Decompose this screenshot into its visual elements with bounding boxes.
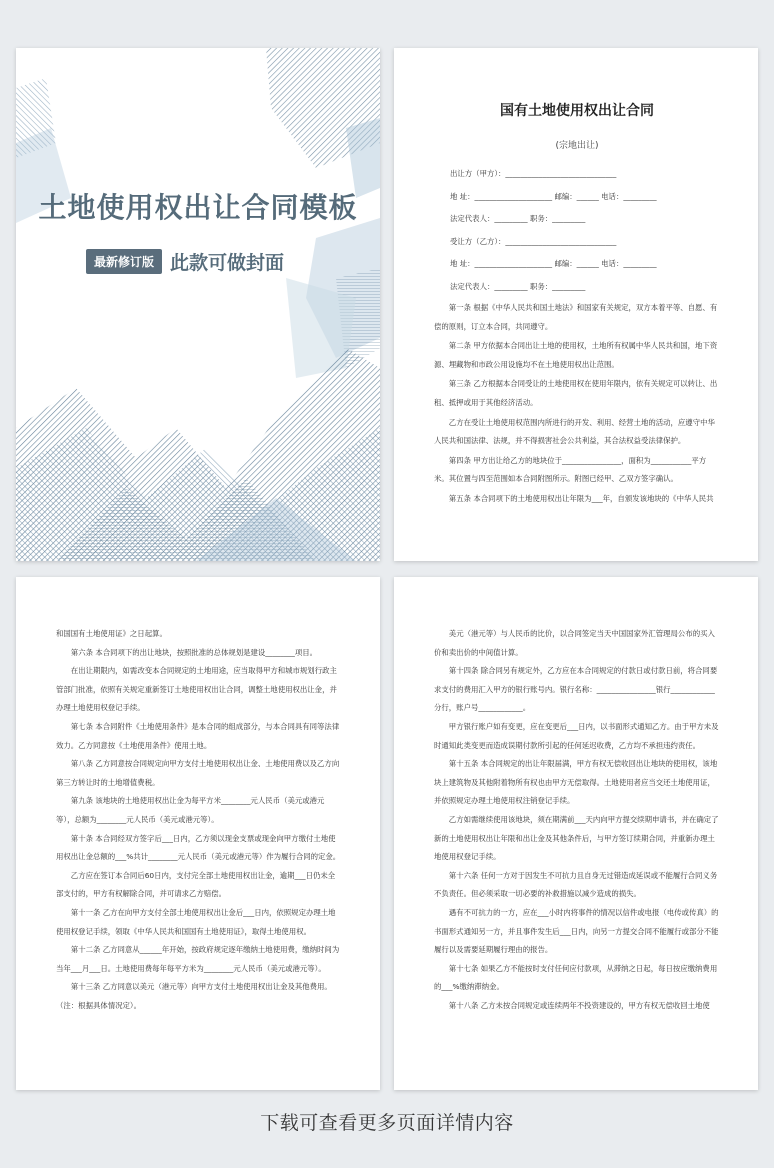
party-field: 法定代表人：_________ 职务：_________	[450, 281, 586, 291]
contract-page-2	[16, 577, 380, 1090]
page-1-content	[434, 100, 720, 509]
clause-paragraph: 第九条 该地块的土地使用权出让金为每平方米________元人民币（美元或港元等），总额为________元人民币（美元或港元等）。	[56, 796, 325, 824]
clause-paragraph: 遇有不可抗力的一方，应在___小时内将事件的情况以信件或电报（电传或传真）的书面形式通知另一方，并且事件发生后___日内，向另一方提交合同不能履行或部分不能履行以及需要延期履行理由的报告。	[434, 907, 719, 955]
cover-geometric-pattern	[16, 48, 380, 561]
clause-paragraph: 第十四条 除合同另有规定外，乙方应在本合同规定的付款日或付款日前，将合同要求支付的费用汇入甲方的银行账号内。银行名称：________________银行____________分行，账户号____________。	[434, 666, 718, 713]
clause-paragraph: 在出让期限内，如需改变本合同规定的土地用途，应当取得甲方和城市规划行政主管部门批准，依照有关规定重新签订土地使用权出让合同，调整土地使用权出让金，并办理土地使用权登记手续。	[56, 666, 337, 713]
download-caption: 下载可查看更多页面详情内容	[260, 1112, 514, 1134]
clause-paragraph: 甲方银行账户如有变更，应在变更后___日内，以书面形式通知乙方。由于甲方未及时通知此类变更而造成误期付款所引起的任何延迟收费，乙方均不承担违约责任。	[434, 721, 719, 750]
clause-paragraph: 第十五条 本合同规定的出让年限届满，甲方有权无偿收回出让地块的使用权，该地块上建筑物及其他附着物所有权也由甲方无偿取得。土地使用者应当交还土地使用证，并依照规定办理土地使用权注销登记手续。	[434, 759, 718, 806]
clause-paragraph: 第七条 本合同附件《土地使用条件》是本合同的组成部分，与本合同具有同等法律效力。乙方同意按《土地使用条件》使用土地。	[56, 721, 340, 750]
clause-paragraph: 美元（港元等）与人民币的比价，以合同签定当天中国国家外汇管理局公布的买入价和卖出价的中间值计算。	[434, 629, 715, 657]
contract-subtitle: (宗地出让)	[555, 141, 599, 151]
clause-paragraph: 乙方如需继续使用该地块，须在期满前___天内向甲方提交续期申请书，并在确定了新的土地使用权出让年限和出让金及其他条件后，与甲方签订续期合同，并重新办理土地使用权登记手续。	[434, 814, 719, 862]
clause-paragraph: 第五条 本合同项下的土地使用权出让年限为___年，自颁发该地块的《中华人民共	[448, 493, 714, 503]
contract-page-1	[394, 48, 758, 561]
clause-paragraph: 乙方在受让土地使用权范围内所进行的开发、利用、经营土地的活动，应遵守中华人民共和国法律、法规，并不得损害社会公共利益，其合法权益受法律保护。	[434, 417, 715, 446]
party-field: 受让方（乙方）：______________________________	[450, 236, 617, 246]
continued-text: 和国国有土地使用证》之日起算。	[56, 629, 167, 638]
clause-paragraph: 第一条 根据《中华人民共和国土地法》和国家有关规定，双方本着平等、自愿、有偿的原则，订立本合同，共同遵守。	[434, 303, 718, 331]
clause-paragraph: 第十八条 乙方未按合同规定或连续两年不投资建设的，甲方有权无偿收回土地使	[448, 1000, 710, 1010]
clause-paragraph: 第十一条 乙方在向甲方支付全部土地使用权出让金后___日内，依照规定办理土地使用权登记手续，领取《中华人民共和国国有土地使用证》，取得土地使用权。	[56, 907, 336, 936]
revision-badge: 最新修订版	[86, 249, 162, 274]
clause-paragraph: 第十条 本合同经双方签字后___日内，乙方须以现金支票或现金向甲方缴付土地使用权出让金总额的___%共计________元人民币（美元或港元等）作为履行合同的定金。	[56, 833, 341, 862]
cover-subtitle-row	[86, 248, 284, 275]
party-field: 地 址：_____________________ 邮编：______ 电话：_________	[450, 259, 657, 268]
clause-paragraph: 第八条 乙方同意按合同规定向甲方支付土地使用权出让金、土地使用费以及乙方向第三方转让时的土地增值费税。	[56, 759, 340, 787]
party-field: 地 址：_____________________ 邮编：______ 电话：_________	[450, 191, 657, 201]
cover-subtitle: 此款可做封面	[170, 252, 285, 274]
clause-paragraph: 第十六条 任何一方对于因发生不可抗力且自身无过错造成延误或不能履行合同义务不负责任。但必须采取一切必要的补救措施以减少造成的损失。	[434, 870, 718, 899]
clause-paragraph: 第十三条 乙方同意以美元（港元等）向甲方支付土地使用权出让金及其他费用。（注：根据具体情况定）。	[56, 982, 332, 1010]
clause-paragraph: 第六条 本合同项下的出让地块，按照批准的总体规划是建设________项目。	[70, 647, 318, 657]
clause-paragraph: 第四条 甲方出让给乙方的地块位于________________，面积为___________平方米。其位置与四至范围如本合同附图所示。附图已经甲、乙双方签字确认。	[434, 455, 707, 484]
party-field: 出让方（甲方）：______________________________	[450, 169, 617, 178]
clause-paragraph: 第二条 甲方依据本合同出让土地的使用权，土地所有权属中华人民共和国，地下资源、埋藏物和市政公用设施均不在土地使用权出让范围。	[434, 341, 718, 369]
clause-paragraph: 第十七条 如果乙方不能按时支付任何应付款项，从滞纳之日起，每日按应缴纳费用的___%缴纳滞纳金。	[434, 963, 718, 992]
cover-page	[16, 48, 380, 561]
cover-title: 土地使用权出让合同模板	[38, 191, 358, 224]
clause-paragraph: 第十二条 乙方同意从______年开始，按政府规定逐年缴纳土地使用费，缴纳时间为当年___月___日。土地使用费每年每平方米为________元人民币（美元或港元等）。	[56, 945, 340, 973]
clause-paragraph: 乙方应在签订本合同后60日内，支付完全部土地使用权出让金，逾期___日仍未全部支付的，甲方有权解除合同，并可请求乙方赔偿。	[56, 870, 336, 899]
contract-title: 国有土地使用权出让合同	[500, 103, 654, 119]
clause-paragraph: 第三条 乙方根据本合同受让的土地使用权在使用年限内，依有关规定可以转让、出租、抵押或用于其他经济活动。	[434, 379, 718, 407]
page-3-content	[434, 625, 720, 1015]
contract-page-3	[394, 577, 758, 1090]
page-2-content	[56, 625, 342, 1015]
party-field: 法定代表人：_________ 职务：_________	[450, 214, 586, 223]
